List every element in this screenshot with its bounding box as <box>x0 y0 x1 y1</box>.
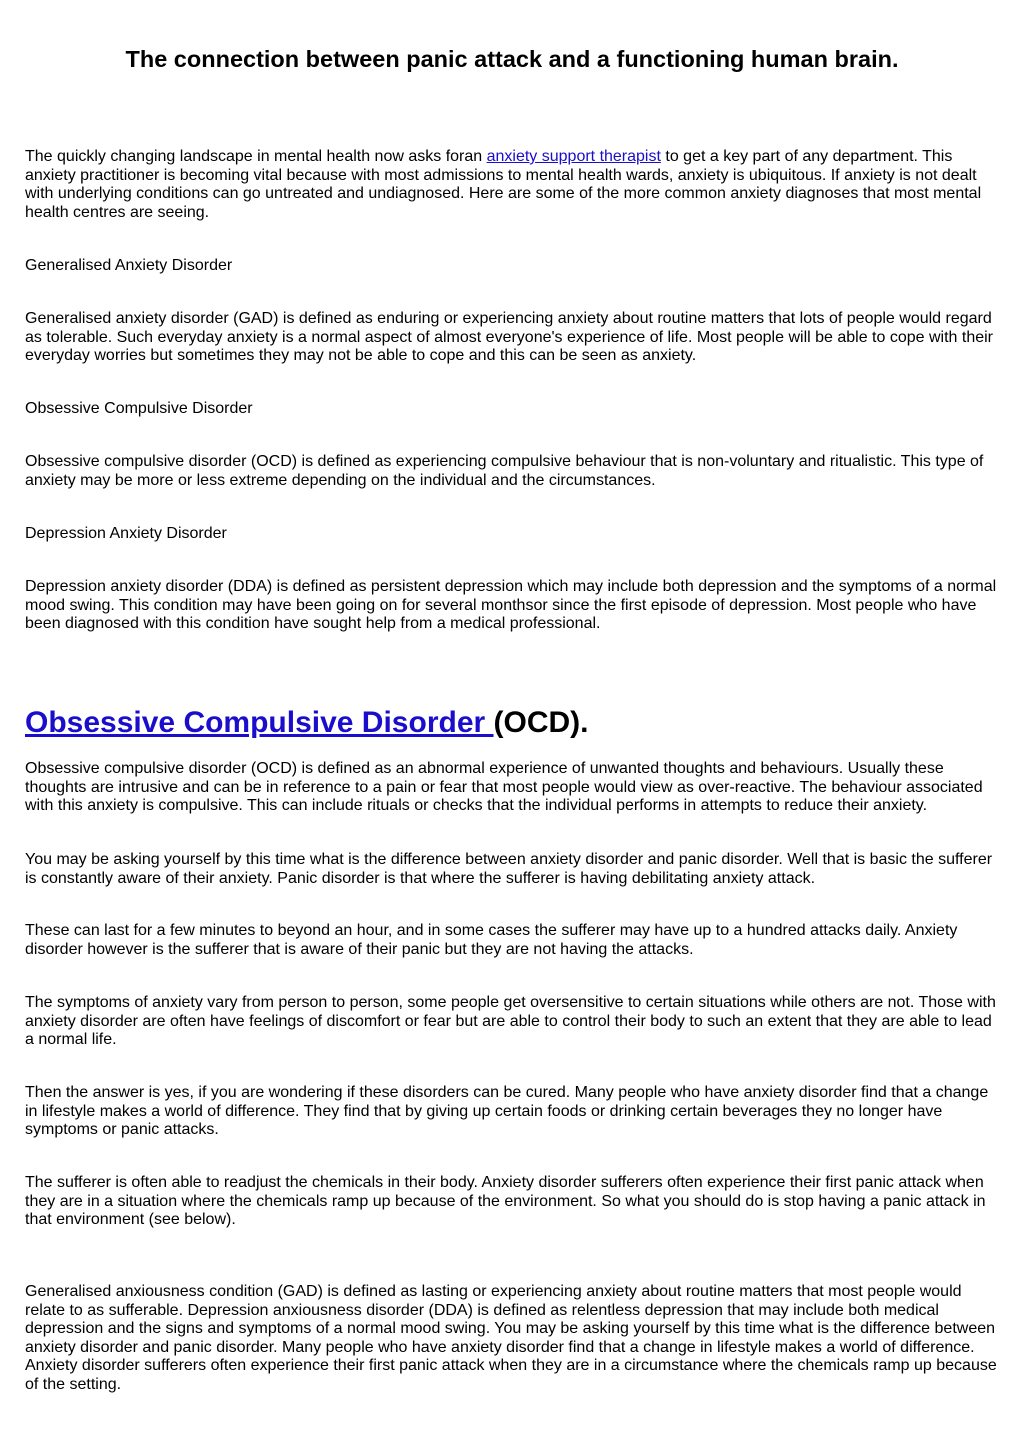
section-heading-suffix: (OCD). <box>493 706 589 739</box>
intro-text-before: The quickly changing landscape in mental health now asks foran <box>25 148 487 165</box>
body-paragraph-3: These can last for a few minutes to beyond an hour, and in some cases the sufferer may have up to a hundred attacks daily. Anxiety disorder however is the sufferer that is aware of their panic but they are not having the attacks. <box>25 922 958 958</box>
section-heading <box>25 704 589 742</box>
body-paragraph-1: Obsessive compulsive disorder (OCD) is defined as an abnormal experience of unwanted thoughts and behaviours. Usually these thoughts are intrusive and can be in reference to a pain or fear that most people would view as over-reactive. The behaviour associated with this anxiety is compulsive. This can include rituals or checks that the individual performs in attempts to reduce their anxiety. <box>25 760 983 815</box>
body-paragraph-4: The symptoms of anxiety vary from person to person, some people get oversensitive to certain situations while others are not. Those with anxiety disorder are often have feelings of discomfort or fear but are able to control their body to such an extent that they are able to lead a normal life. <box>25 994 996 1049</box>
gad-paragraph: Generalised anxiety disorder (GAD) is defined as enduring or experiencing anxiety about routine matters that lots of people would regard as tolerable. Such everyday anxiety is a normal aspect of almost everyone's experience of life. Most people will be able to cope with their everyday worries but sometimes they may not be able to cope and this can be seen as anxiety. <box>25 310 994 365</box>
ocd-paragraph: Obsessive compulsive disorder (OCD) is defined as experiencing compulsive behaviour that is non-voluntary and ritualistic. This type of anxiety may be more or less extreme depending on the individual and the circumstances. <box>25 453 984 489</box>
intro-paragraph <box>25 148 1003 222</box>
page-title: The connection between panic attack and a functioning human brain. <box>125 46 899 72</box>
body-paragraph-5: Then the answer is yes, if you are wondering if these disorders can be cured. Many people who have anxiety disorder find that a change in lifestyle makes a world of difference. They find that by giving up certain foods or drinking certain beverages they no longer have symptoms or panic attacks. <box>25 1084 989 1139</box>
gad-label: Generalised Anxiety Disorder <box>25 257 233 274</box>
dda-label: Depression Anxiety Disorder <box>25 525 227 542</box>
dda-paragraph: Depression anxiety disorder (DDA) is defined as persistent depression which may include both depression and the symptoms of a normal mood swing. This condition may have been going on for several monthsor since the first episode of depression. Most people who have been diagnosed with this condition have sought help from a medical professional. <box>25 578 997 633</box>
body-paragraph-7: Generalised anxiousness condition (GAD) is defined as lasting or experiencing anxiety about routine matters that most people would relate to as sufferable. Depression anxiousness disorder (DDA) is defined as relentless depression that may include both medical depression and the signs and symptoms of a normal mood swing. You may be asking yourself by this time what is the difference between anxiety disorder and panic disorder. Many people who have anxiety disorder find that a change in lifestyle makes a world of difference. Anxiety disorder sufferers often experience their first panic attack when they are in a circumstance where the chemicals ramp up because of the setting. <box>25 1283 997 1393</box>
anxiety-support-therapist-link[interactable]: anxiety support therapist <box>486 148 661 165</box>
intro-text-after: to get a key part of any department. This anxiety practitioner is becoming vital because with most admissions to mental health wards, anxiety is ubiquitous. If anxiety is not dealt with underlying conditions can go untreated and undiagnosed. Here are some of the more common anxiety diagnoses that most mental health centres are seeing. <box>25 148 982 221</box>
ocd-heading-link[interactable]: Obsessive Compulsive Disorder <box>25 706 494 739</box>
body-paragraph-2: You may be asking yourself by this time what is the difference between anxiety disorder and panic disorder. Well that is basic the sufferer is constantly aware of their anxiety. Panic disorder is that where the sufferer is having debilitating anxiety attack. <box>25 851 993 887</box>
body-paragraph-6: The sufferer is often able to readjust the chemicals in their body. Anxiety disorder sufferers often experience their first panic attack when they are in a situation where the chemicals ramp up because of the environment. So what you should do is stop having a panic attack in that environment (see below). <box>25 1174 986 1229</box>
ocd-label: Obsessive Compulsive Disorder <box>25 400 253 417</box>
